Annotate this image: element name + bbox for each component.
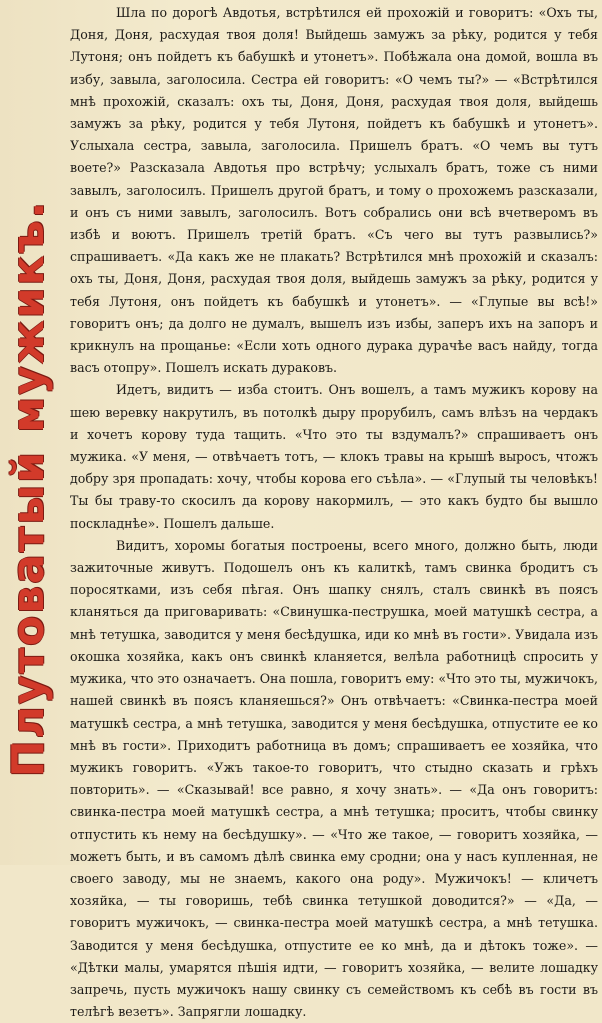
paragraph-3: Видитъ, хоромы богатыя построены, всего много, должно быть, люди зажиточные живутъ. Подошелъ онъ къ калиткѣ, тамъ свинка бродитъ съ поросятками, изъ себя пѣгая. Онъ шапку снялъ, сталъ свинкѣ въ поясъ кланяться да приговаривать: «Свинушка-пеструшка, моей матушкѣ сестра, а мнѣ тетушка, заводится у меня бесѣдушка, иди ко мнѣ въ гости». Увидала изъ окошка хозяйка, какъ онъ свинкѣ кланяется, велѣла работницѣ спросить у мужика, что это означаетъ. Она пошла, говоритъ ему: «Что это ты, мужичокъ, нашей свинкѣ въ поясъ кланяешься?» Онъ отвѣчаетъ: «Свинка-пестра моей матушкѣ сестра, а мнѣ тетушка, заводится у меня бесѣдушка, отпустите ее ко мнѣ въ гости». Приходитъ работница въ домъ; спрашиваетъ ее хозяйка, что мужикъ говоритъ. «Ужъ такое-то говоритъ, что стыдно сказать и грѣхъ повторить». — «Сказывай! все равно, я хочу знать». — «Да онъ говоритъ: свинка-пестра моей матушкѣ сестра, а мнѣ тетушка; проситъ, чтобы свинку отпустить къ нему на бесѣдушку». — «Что же такое, — говоритъ хозяйка, — можетъ быть, и въ самомъ дѣлѣ свинка ему сродни; она у насъ купленная, не своего заводу, мы не знаемъ, какого она роду». Мужичокъ! — кличетъ хозяйка, — ты говоришь, тебѣ свинка тетушкой доводится?» — «Да, — говоритъ мужичокъ, — свинка-пестра моей матушкѣ сестра, а мнѣ тетушка. Заводится у меня бесѣдушка, отпустите ее ко мнѣ, да и дѣтокъ тоже». — «Дѣтки малы, умарятся пѣшія идти, — говоритъ хозяйка, — велите лошадку запречь, пусть мужичокъ нашу свинку съ семействомъ къ себѣ въ гости въ телѣгѣ везетъ». Запрягли лошадку. [70, 537, 598, 1020]
story-text [70, 2, 598, 1020]
paragraph-1: Шла по дорогѣ Авдотья, встрѣтился ей прохожій и говоритъ: «Охъ ты, Доня, Доня, расхудая твоя доля! Выйдешь замужъ за рѣку, родится у тебя Лутоня; онъ пойдетъ къ бабушкѣ и утонетъ». Побѣжала она домой, вошла въ избу, завыла, заголосила. Сестра ей говоритъ: «О чемъ ты?» — «Встрѣтился мнѣ прохожій, сказалъ: охъ ты, Доня, Доня, расхудая твоя доля, выйдешь замужъ за рѣку, родится у тебя Лутоня, пойдетъ къ бабушкѣ и утонетъ». Услыхала сестра, завыла, заголосила. Пришелъ братъ. «О чемъ вы тутъ воете?» Разсказала Авдотья про встрѣчу; услыхалъ братъ, тоже съ ними завылъ, заголосилъ. Пришелъ другой братъ, и тому о прохожемъ разсказали, и онъ съ ними завылъ, заголосилъ. Вотъ собрались они всѣ вчетверомъ въ избѣ и воютъ. Пришелъ третій братъ. «Съ чего вы тутъ развылись?» спрашиваетъ. «Да какъ же не плакать? Встрѣтился мнѣ прохожій и сказалъ: охъ ты, Доня, Доня, расхудая твоя доля, выйдешь замужъ за рѣку, родится у тебя Лутоня, онъ пойдетъ къ бабушкѣ и утонетъ». — «Глупые вы всѣ!» говоритъ онъ; да долго не думалъ, вышелъ изъ избы, заперъ ихъ на запоръ и крикнулъ на прощанье: «Если хоть одного дурака дурачѣе васъ найду, тогда васъ отопру». Пошелъ искать дураковъ. [70, 5, 598, 376]
story-title: Плутоватый мужикъ. [3, 199, 55, 777]
paragraph-2: Идетъ, видитъ — изба стоитъ. Онъ вошелъ, а тамъ мужикъ корову на шею веревку накрутилъ, въ потолкѣ дыру прорубилъ, самъ влѣзъ на чердакъ и хочетъ корову туда тащить. «Что это ты вздумалъ?» спрашиваетъ онъ мужика. «У меня, — отвѣчаетъ тотъ, — клокъ травы на крышѣ выросъ, чтожъ добру зря пропадать: хочу, чтобы корова его съѣла». — «Глупый ты человѣкъ! Ты бы траву-то скосилъ да корову накормилъ, — это какъ будто бы вышло поскладнѣе». Пошелъ дальше. [70, 382, 598, 531]
side-title-banner [2, 178, 56, 798]
